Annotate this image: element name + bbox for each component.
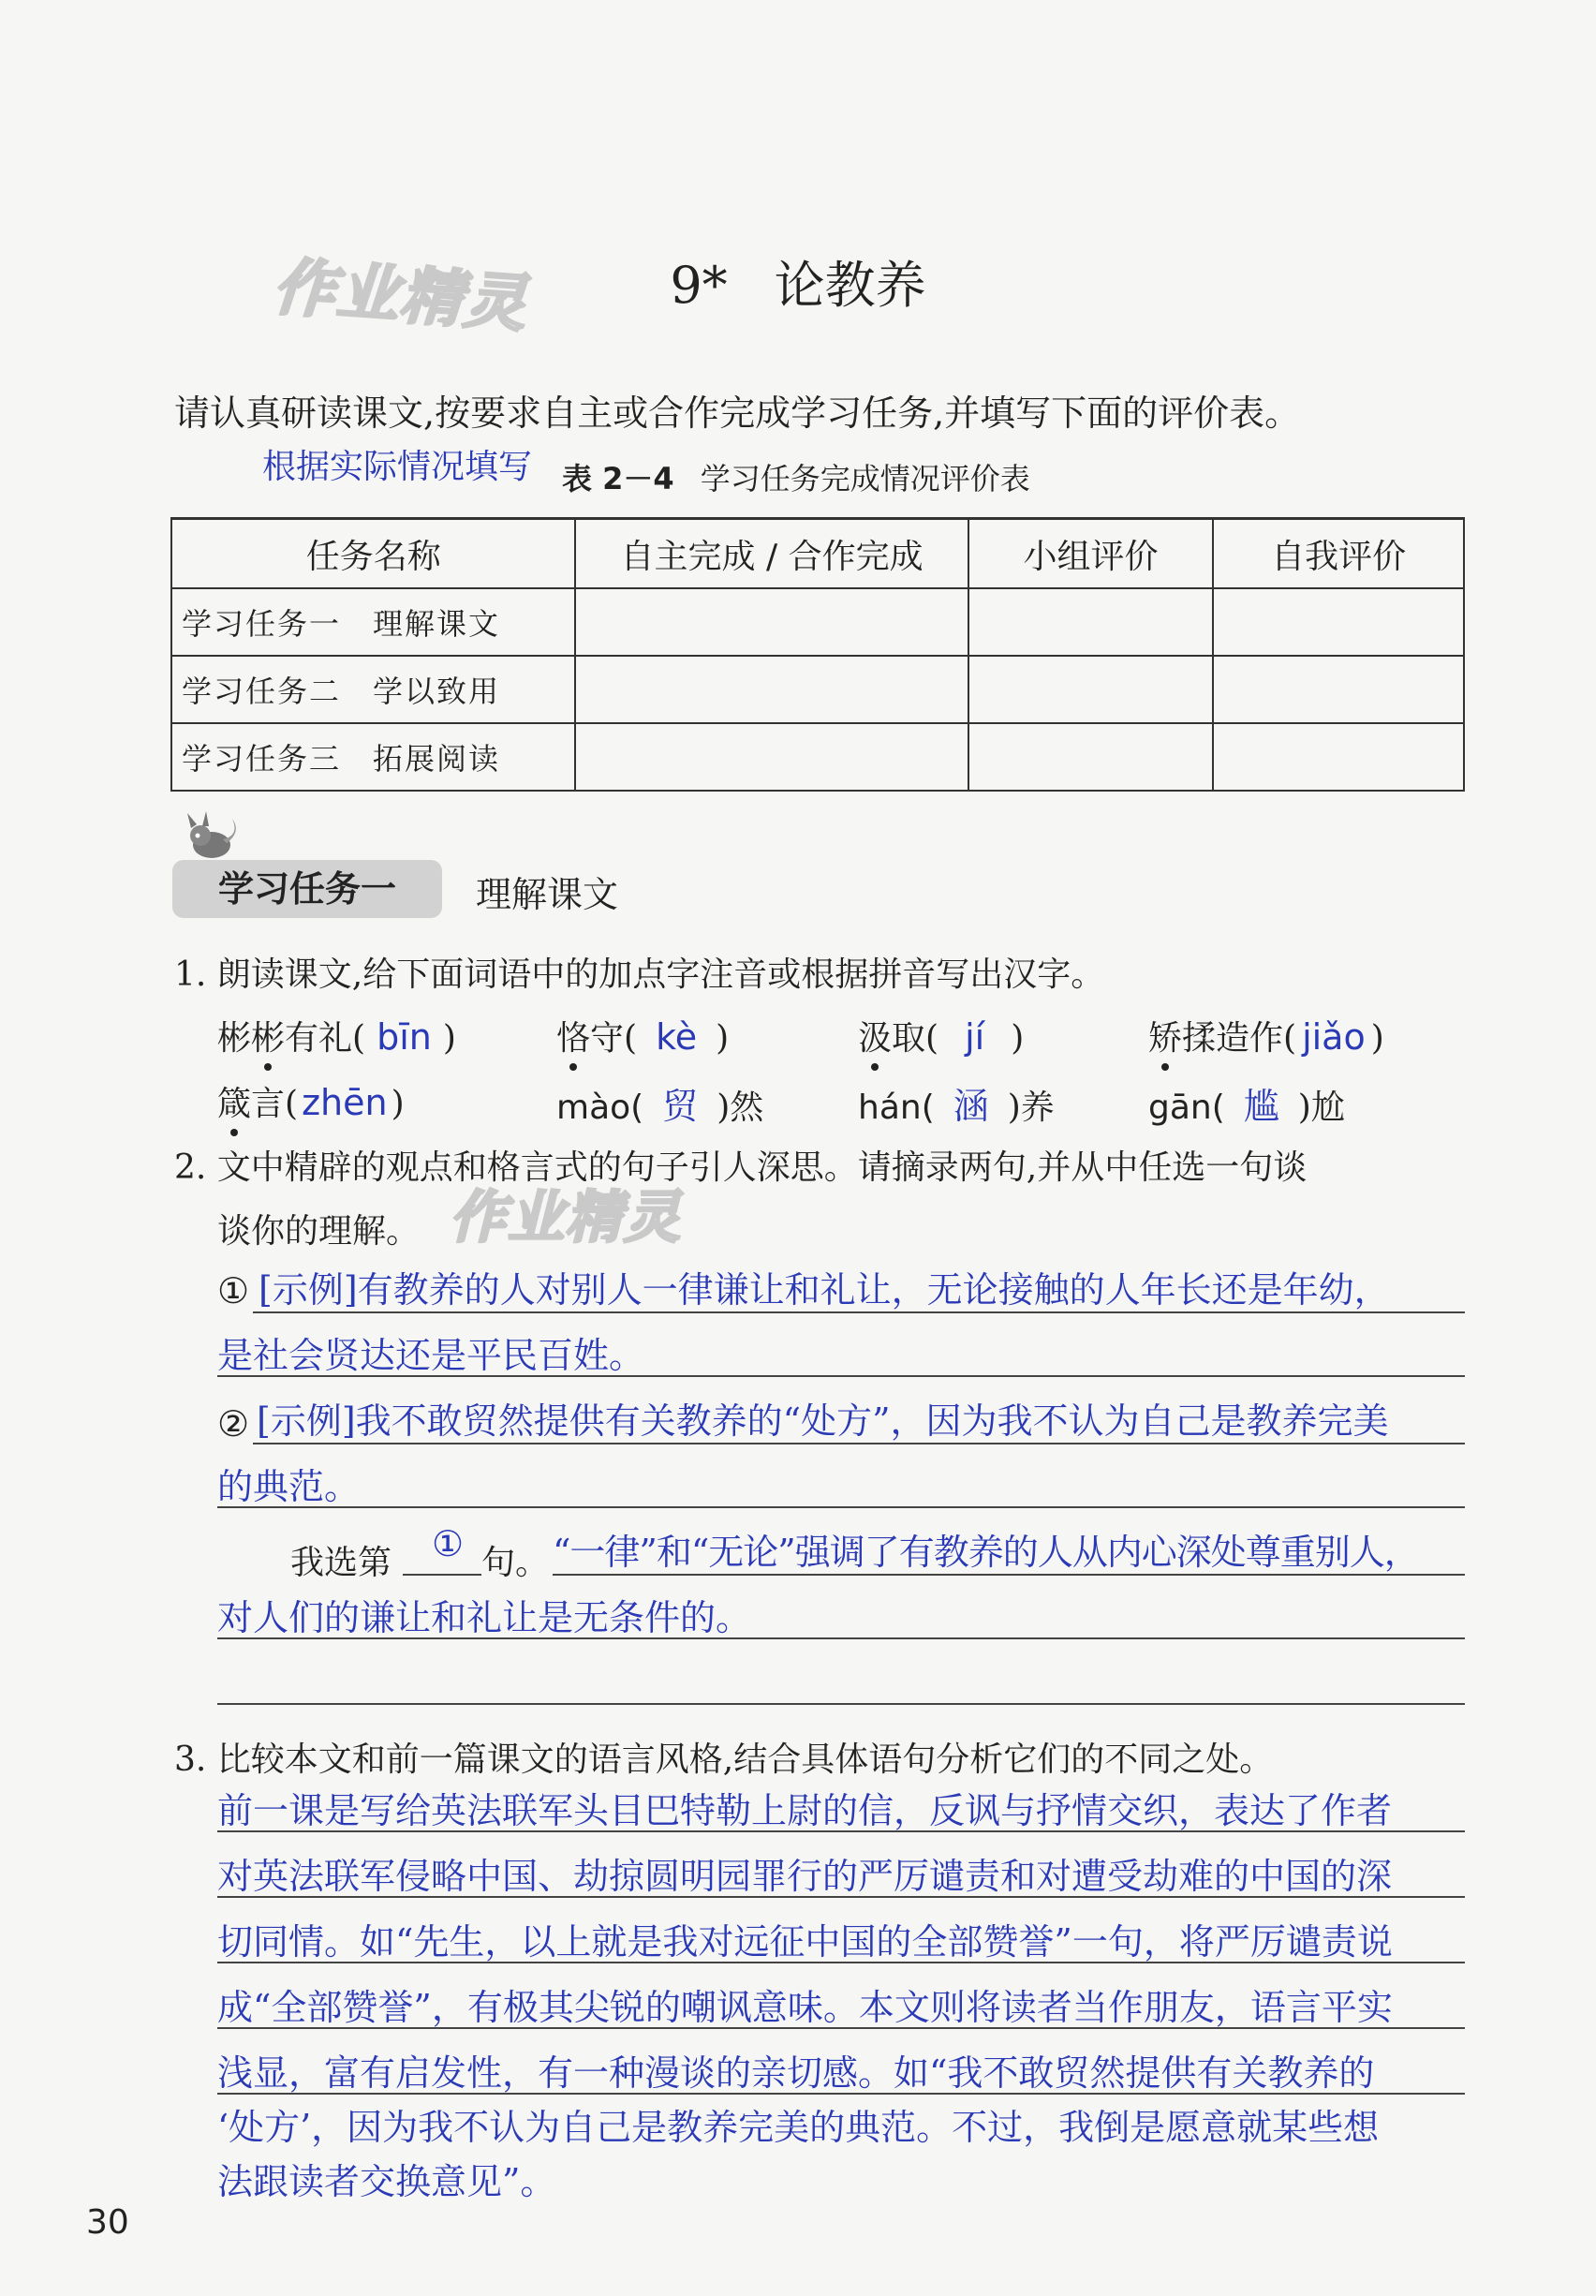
q2-answer2-line1: [示例]我不敢贸然提供有关教养的“处方”，因为我不认为自己是教养完美 [257, 1400, 1389, 1442]
q1-dotted-char: 恪 [556, 1012, 590, 1059]
table-row [171, 723, 1464, 791]
table-caption [562, 455, 1030, 498]
self-eval-cell[interactable] [1213, 588, 1464, 656]
watermark-top: 作业精灵 [271, 250, 530, 341]
q1-answer: jí [965, 1016, 985, 1058]
intro-text: 请认真研读课文,按要求自主或合作完成学习任务,并填写下面的评价表。 [174, 393, 1301, 434]
answer-line [253, 1311, 1465, 1313]
q1-item-text: 有礼( [285, 1019, 366, 1058]
fill-note: 根据实际情况填写 [262, 448, 533, 486]
q1-item-text: ) [716, 1019, 730, 1058]
q3-answer-line: 对英法联军侵略中国、劫掠圆明园罪行的严厉谴责和对遭受劫难的中国的深 [217, 1856, 1393, 1897]
header-group-evaluation: 小组评价 [968, 519, 1214, 589]
q1-item-text: ) [1011, 1019, 1025, 1058]
answer-line [217, 1830, 1465, 1832]
q2-choose-answer: ① [431, 1523, 465, 1564]
q2-circle-2: ② [217, 1403, 250, 1444]
q2-choose-suffix: 句。 [481, 1544, 550, 1582]
answer-line [217, 1375, 1465, 1377]
q1-item [556, 1077, 763, 1129]
self-eval-cell[interactable] [1213, 656, 1464, 723]
q1-item [217, 1012, 456, 1059]
lesson-title [0, 245, 1596, 318]
q2-understanding-line2: 对人们的谦让和礼让是无条件的。 [217, 1597, 752, 1638]
group-eval-cell[interactable] [968, 588, 1214, 656]
q2-circle-1: ① [217, 1270, 250, 1311]
answer-line [403, 1574, 481, 1576]
section-subtitle: 理解课文 [476, 874, 619, 915]
q1-answer: 尴 [1243, 1086, 1279, 1127]
q3-answer-line: 浅显，富有启发性，有一种漫谈的亲切感。如“我不敢贸然提供有关教养的 [217, 2052, 1375, 2094]
section-badge: 学习任务一 [172, 860, 442, 918]
completion-cell[interactable] [575, 588, 968, 656]
table-caption-label: 表 2－4 [562, 461, 674, 496]
q1-dotted-char: 彬 [251, 1012, 285, 1059]
q1-item [1148, 1077, 1345, 1129]
q1-answer: jiǎo [1302, 1016, 1366, 1058]
q1-item-text: )尬 [1297, 1089, 1345, 1127]
q1-item-text: ) [1370, 1019, 1384, 1058]
q1-answer: 贸 [662, 1086, 699, 1127]
group-eval-cell[interactable] [968, 656, 1214, 723]
q1-answer: kè [656, 1016, 698, 1058]
q1-item-text: )然 [717, 1089, 764, 1127]
q2-answer1-line2: 是社会贤达还是平民百姓。 [217, 1335, 645, 1376]
q1-item-text: 彬 [217, 1019, 252, 1058]
q2-stem-line1: 2. 文中精辟的观点和格言式的句子引人深思。请摘录两句,并从中任选一句谈 [174, 1148, 1308, 1187]
answer-line [553, 1574, 1465, 1576]
completion-cell[interactable] [575, 656, 968, 723]
q1-item-text: )养 [1007, 1089, 1055, 1127]
group-eval-cell[interactable] [968, 723, 1214, 791]
answer-line [217, 1637, 1465, 1639]
q1-item [217, 1077, 405, 1125]
q3-answer-line: ‘处方’，因为我不认为自己是教养完美的典范。不过，我倒是愿意就某些想 [217, 2107, 1380, 2148]
table-header-row [171, 519, 1464, 589]
q2-answer1-line1: [示例]有教养的人对别人一律谦让和礼让，无论接触的人年长还是年幼， [259, 1269, 1390, 1311]
q3-answer-line: 前一课是写给英法联军头目巴特勒上尉的信，反讽与抒情交织，表达了作者 [217, 1790, 1393, 1831]
q3-answer-line: 法跟读者交换意见”。 [217, 2161, 556, 2202]
task-name-cell: 学习任务三 拓展阅读 [171, 723, 575, 791]
q1-answer: bīn [377, 1016, 432, 1058]
answer-line [253, 1443, 1465, 1444]
q1-answer: 涵 [953, 1086, 989, 1127]
table-row [171, 656, 1464, 723]
q1-item-text: mào( [556, 1089, 644, 1127]
q1-item-text: hán( [858, 1089, 935, 1127]
q1-item-text: ) [391, 1085, 405, 1123]
q1-item-text: gān( [1148, 1089, 1225, 1127]
lesson-number: 9* [670, 256, 728, 315]
q1-item-text: 言( [251, 1085, 299, 1123]
q1-item [858, 1077, 1055, 1129]
task-name-cell: 学习任务二 学以致用 [171, 656, 575, 723]
table-row [171, 588, 1464, 656]
q3-answer-line: 切同情。如“先生，以上就是我对远征中国的全部赞誉”一句，将严厉谴责说 [217, 1921, 1393, 1963]
q1-item-text: 守( [590, 1019, 638, 1058]
q2-answer2-line2: 的典范。 [217, 1466, 361, 1507]
squirrel-mascot-icon [178, 807, 244, 860]
q1-item-text: ) [442, 1019, 456, 1058]
q1-item [1148, 1012, 1384, 1059]
answer-line [217, 2093, 1465, 2095]
answer-line [217, 1896, 1465, 1898]
header-task-name: 任务名称 [171, 519, 575, 589]
answer-line [217, 1962, 1465, 1963]
q1-stem: 1. 朗读课文,给下面词语中的加点字注音或根据拼音写出汉字。 [174, 955, 1105, 994]
header-completion-mode: 自主完成 / 合作完成 [575, 519, 968, 589]
completion-cell[interactable] [575, 723, 968, 791]
q1-dotted-char: 矫 [1148, 1012, 1182, 1059]
q1-answer: zhēn [302, 1082, 388, 1123]
q2-understanding-line1: “一律”和“无论”强调了有教养的人从内心深处尊重别人， [553, 1532, 1419, 1573]
q1-item-text: 揉造作( [1182, 1019, 1297, 1058]
page-number: 30 [86, 2203, 129, 2242]
table-caption-text: 学习任务完成情况评价表 [700, 461, 1030, 496]
q1-item-text: 取( [892, 1019, 939, 1058]
q1-item [556, 1012, 729, 1059]
q1-dotted-char: 汲 [858, 1012, 892, 1059]
q2-stem-line2: 谈你的理解。 [217, 1212, 421, 1251]
answer-line [217, 1506, 1465, 1508]
lesson-title-text: 论教养 [774, 256, 926, 315]
task-name-cell: 学习任务一 理解课文 [171, 588, 575, 656]
q3-answer-line: 成“全部赞誉”，有极其尖锐的嘲讽意味。本文则将读者当作朋友，语言平实 [217, 1987, 1393, 2028]
evaluation-table [170, 517, 1465, 792]
q1-item [858, 1012, 1024, 1059]
q2-choose-prefix: 我选第 [290, 1544, 392, 1582]
q3-stem: 3. 比较本文和前一篇课文的语言风格,结合具体语句分析它们的不同之处。 [174, 1741, 1274, 1779]
answer-line [217, 2027, 1465, 2029]
watermark-middle: 作业精灵 [450, 1185, 682, 1251]
header-self-evaluation: 自我评价 [1213, 519, 1464, 589]
self-eval-cell[interactable] [1213, 723, 1464, 791]
q1-dotted-char: 箴 [217, 1077, 251, 1125]
answer-line [217, 1703, 1465, 1705]
